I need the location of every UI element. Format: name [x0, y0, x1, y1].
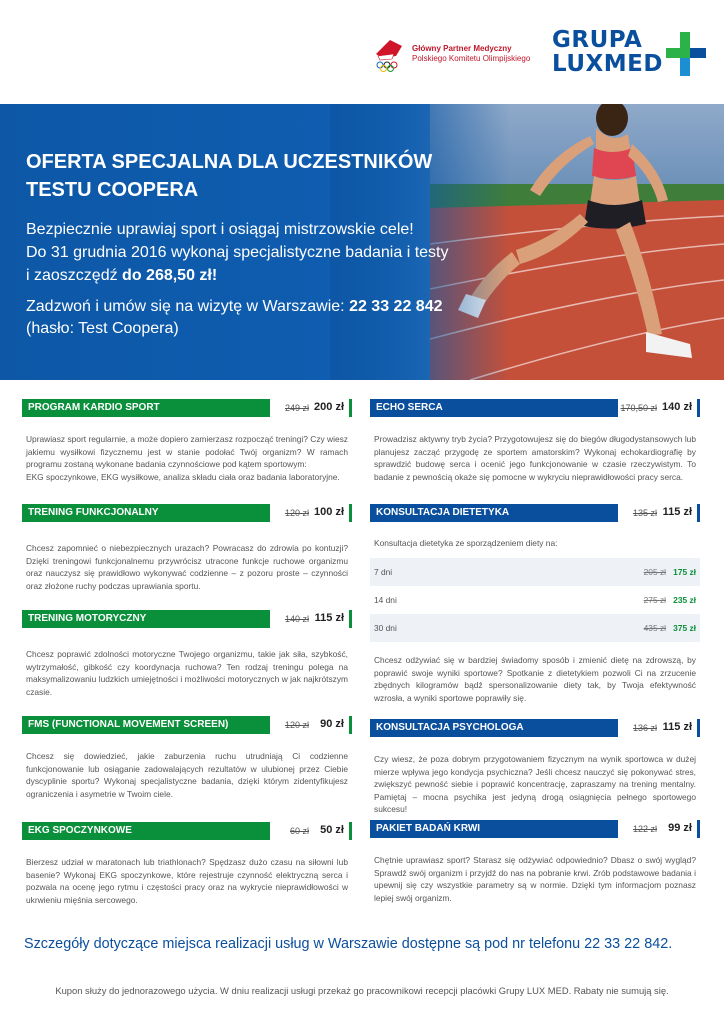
card-header: [22, 610, 352, 628]
offer-card-echo-serca: [370, 399, 700, 483]
partner-title: Główny Partner Medyczny: [412, 44, 512, 53]
old-price: 249 zł: [284, 403, 309, 413]
hero-call-line: [26, 296, 496, 318]
card-text-extra: EKG spoczynkowe, EKG wysiłkowe, analiza składu ciała oraz badania laboratoryjne.: [26, 471, 340, 482]
diet-old-price: 435 zł: [643, 623, 666, 633]
card-description: Chcesz poprawić zdolności motoryczne Twojego organizmu, takie jak siła, szybkość, wytrzymałość, gibkość czy koordynacja ruchowa? Ten rodzaj treningu polega na maksymalizowaniu ludzkich umiejętności i możliwości motorycznych w jak najkrótszym czasie.: [26, 649, 348, 697]
card-description: Prowadzisz aktywny tryb życia? Przygotowujesz się do biegów długodystansowych lub planujesz zacząć przygodę ze sportem amatorskim? Wykonaj echokardiografię by sprawdzić budowę serca i ocenić jego funkcjonowanie w czasie rzeczywistym. To badanie z pewnością okaże się pomocne w wykryciu nieprawidłowości pracy serca.: [374, 434, 696, 482]
card-description: Chętnie uprawiasz sport? Starasz się odżywiać odpowiednio? Dbasz o swój wygląd? Sprawdź swój organizm i przyjdź do nas na pobranie krwi. Zrób podstawowe badania i upewnij się czy wszystkie parametry są w normie. Dzięki tym informacjom poznasz lepiej swój organizm.: [374, 855, 696, 903]
hero-sub-line3: [26, 264, 486, 287]
page-header: [0, 0, 724, 104]
diet-row-14: [370, 586, 700, 614]
price-box: [618, 504, 700, 522]
hero-savings-amount: do 268,50 zł!: [122, 267, 218, 284]
card-title: TRENING MOTORYCZNY: [28, 613, 147, 624]
brand-line-luxmed: LUXMED: [552, 51, 663, 77]
polish-olympic-committee-logo-icon: [372, 32, 408, 76]
old-price: 120 zł: [284, 508, 309, 518]
new-price: 115 zł: [662, 506, 692, 518]
hero-title-line2: TESTU COOPERA: [26, 179, 199, 201]
card-header: [370, 820, 700, 838]
price-box: [270, 610, 352, 628]
hero-title-line1: OFERTA SPECJALNA DLA UCZESTNIKÓW: [26, 151, 433, 173]
card-title: PROGRAM KARDIO SPORT: [28, 402, 160, 413]
hero-password: (hasło: Test Coopera): [26, 320, 179, 337]
diet-duration: 14 dni: [374, 595, 397, 605]
card-title: KONSULTACJA PSYCHOLOGA: [376, 722, 524, 733]
card-description: Chcesz zapomnieć o niebezpiecznych urazach? Powracasz do zdrowia po kontuzji? Dzięki treningowi funkcjonalnemu przywrócisz utracone funkcje ruchowe organizmu oraz nauczysz się prawidłowo wykonywać codzienne – z pozoru proste – czynności oraz złożone ruchy podczas uprawiania sportu.: [26, 543, 348, 591]
card-description: Chcesz odżywiać się w bardziej świadomy sposób i zmienić dietę na zdrowszą, by poprawić swoje wyniki sportowe? Spotkanie z dietetykiem pozwoli Ci na zrzucenie zbędnych kilogramów bądź spersonalizowanie diety tak, by Twoja efektywność wzrosła, a wyniki sportowe poprawiły się.: [374, 655, 696, 703]
price-box: [270, 504, 352, 522]
card-title: FMS (FUNCTIONAL MOVEMENT SCREEN): [28, 719, 229, 730]
offer-card-trening-funkcjonalny: [22, 504, 352, 592]
offer-card-ekg: [22, 822, 352, 906]
old-price: 170,50 zł: [620, 403, 657, 413]
brand-line-grupa: GRUPA: [552, 27, 643, 53]
offer-card-dietetyk: [370, 504, 700, 704]
old-price: 60 zł: [289, 826, 309, 836]
offer-card-kardio: [22, 399, 352, 483]
old-price: 136 zł: [632, 723, 657, 733]
card-description: Chcesz się dowiedzieć, jakie zaburzenia ruchu utrudniają Ci codzienne funkcjonowanie lub osiąganie zadowalających rezultatów w ulubionej przez Ciebie dyscyplinie sportu? Wykonaj specjalistyczne badania, dzięki którym zidentyfikujesz ograniczenia i asymetrie w Twoim ciele.: [26, 751, 348, 799]
price-box: [270, 822, 352, 840]
luxmed-logo: [552, 26, 702, 82]
card-description: [22, 417, 352, 483]
card-title: TRENING FUNKCJONALNY: [28, 507, 159, 518]
hero-call-text: Zadzwoń i umów się na wizytę w Warszawie:: [26, 298, 350, 315]
card-header: [370, 504, 700, 522]
luxmed-cross-icon: [664, 30, 708, 78]
new-price: 100 zł: [314, 506, 344, 518]
partner-subtitle: Polskiego Komitetu Olimpijskiego: [412, 54, 531, 63]
new-price: 90 zł: [320, 718, 344, 730]
card-header: [22, 716, 352, 734]
card-header: [370, 399, 700, 417]
new-price: 99 zł: [668, 822, 692, 834]
card-header: [370, 719, 700, 737]
hero-sub-line1: Bezpiecznie uprawiaj sport i osiągaj mistrzowskie cele!: [26, 221, 414, 238]
hero-sub-line2: Do 31 grudnia 2016 wykonaj specjalistyczne badania i testy: [26, 244, 449, 261]
hero-call-to-action: [26, 296, 496, 340]
offer-card-trening-motoryczny: [22, 610, 352, 698]
hero-banner: [0, 104, 724, 380]
hero-phone-number: 22 33 22 842: [349, 298, 443, 315]
hero-subtitle: [26, 218, 486, 287]
offer-card-fms: [22, 716, 352, 800]
new-price: 140 zł: [662, 401, 692, 413]
old-price: 135 zł: [632, 508, 657, 518]
card-header: [22, 504, 352, 522]
diet-row-7: [370, 558, 700, 586]
card-header: [22, 822, 352, 840]
diet-intro: Konsultacja dietetyka ze sporządzeniem diety na:: [374, 538, 558, 548]
diet-duration: 7 dni: [374, 567, 393, 577]
new-price: 200 zł: [314, 401, 344, 413]
card-title: EKG SPOCZYNKOWE: [28, 825, 132, 836]
diet-old-price: 275 zł: [643, 595, 666, 605]
diet-new-price: 175 zł: [673, 567, 696, 577]
diet-row-30: [370, 614, 700, 642]
price-box: [270, 716, 352, 734]
card-title: KONSULTACJA DIETETYKA: [376, 507, 510, 518]
price-box: [618, 399, 700, 417]
offer-card-badania-krwi: [370, 820, 700, 904]
card-header: [22, 399, 352, 417]
price-box: [618, 719, 700, 737]
diet-new-price: 375 zł: [673, 623, 696, 633]
card-description: Czy wiesz, że poza dobrym przygotowaniem fizycznym na wynik sportowca w dużej mierze wpływa jego kondycja psychiczna? Jeśli chcesz nauczyć się pokonywać stres, zwiększyć pewność siebie i poprawić koncentrację, zapraszamy na trening mentalny. Pamiętaj – mocna psychika jest jedyną drogą osiągnięcia pełnego sportowego sukcesu!: [374, 754, 696, 815]
diet-new-price: 235 zł: [673, 595, 696, 605]
new-price: 50 zł: [320, 824, 344, 836]
card-text: Uprawiasz sport regularnie, a może dopiero zamierzasz rozpocząć treningi? Czy wiesz jakiemu wysiłkowi fizycznemu jest w stanie podołać Twój organizm? W ramach programu zostaną wykonane badania czynnościowe pod kątem sportowym:: [26, 434, 348, 470]
olympic-partner-badge: [372, 32, 542, 76]
footer-details: Szczegóły dotyczące miejsca realizacji usług w Warszawie dostępne są pod nr telefonu 22 33 22 842.: [24, 936, 673, 952]
price-box: [270, 399, 352, 417]
old-price: 122 zł: [632, 824, 657, 834]
card-title: PAKIET BADAŃ KRWI: [376, 823, 481, 834]
diet-old-price: 205 zł: [643, 567, 666, 577]
old-price: 120 zł: [284, 720, 309, 730]
hero-sub-line3-text: i zaoszczędź: [26, 267, 123, 284]
card-title: ECHO SERCA: [376, 402, 443, 413]
diet-duration: 30 dni: [374, 623, 397, 633]
new-price: 115 zł: [662, 721, 692, 733]
card-description: Bierzesz udział w maratonach lub triathlonach? Spędzasz dużo czasu na siłowni lub basenie? Wykonaj EKG spoczynkowe, które rejestruje czynność elektryczną serca i pozwala na ocenę jego rytmu i częstości pracy oraz na wykrycie nieprawidłowości w ukrwieniu mięśnia sercowego.: [26, 857, 348, 905]
offer-card-psycholog: [370, 719, 700, 816]
footer-note: Kupon służy do jednorazowego użycia. W dniu realizacji usługi przekaż go pracownikowi recepcji placówki Grupy LUX MED. Rabaty nie sumują się.: [55, 985, 669, 996]
hero-title: [26, 148, 446, 204]
new-price: 115 zł: [314, 612, 344, 624]
price-box: [618, 820, 700, 838]
old-price: 140 zł: [284, 614, 309, 624]
